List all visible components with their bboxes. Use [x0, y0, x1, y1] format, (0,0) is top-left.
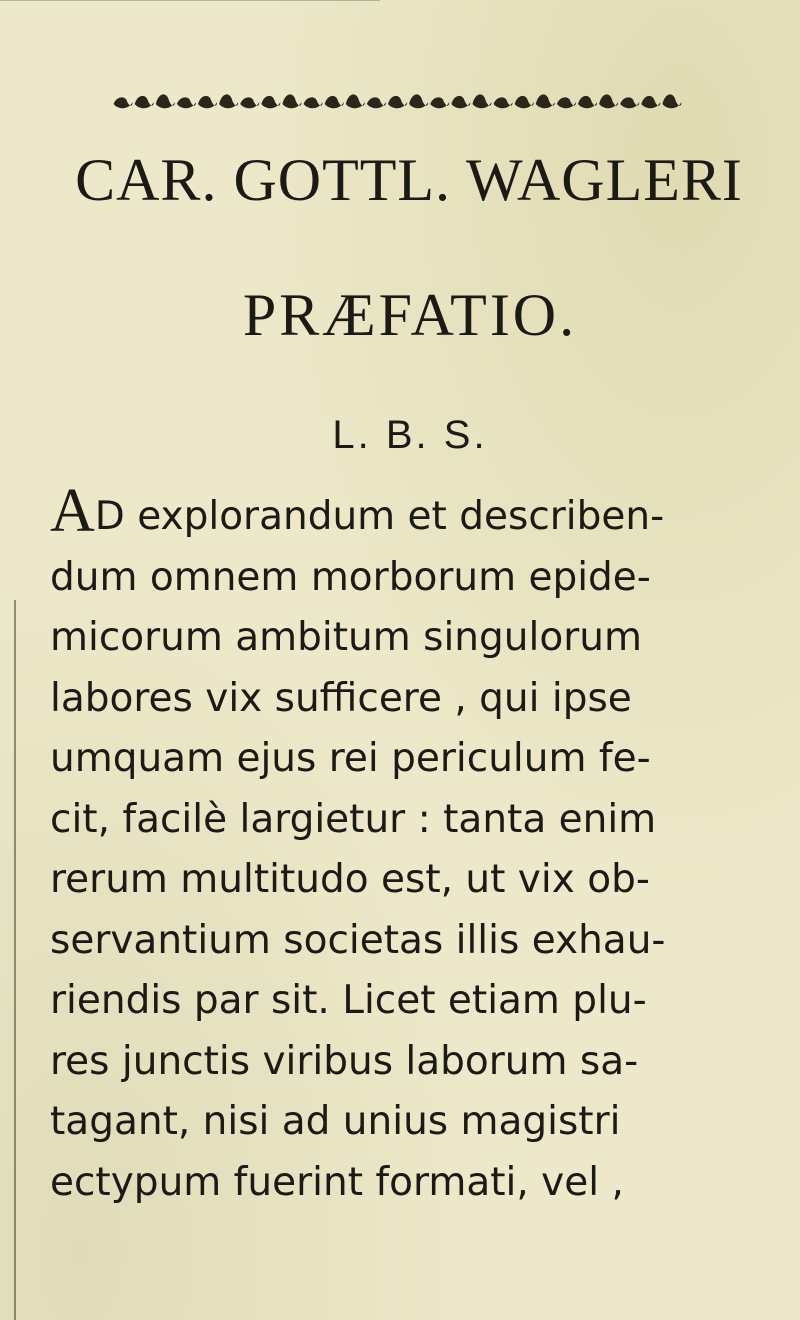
preface-title: PRÆFATIO. — [242, 282, 578, 348]
ornament-leaf — [282, 94, 301, 108]
ornament-leaf — [156, 94, 175, 108]
body-line: cit, facilè largietur : tanta enim — [50, 796, 657, 842]
ornament-leaf — [515, 96, 534, 108]
body-line: servantium societas illis exhau- — [50, 917, 666, 963]
ornament-leaf — [451, 96, 470, 108]
preface-body — [50, 487, 770, 1213]
body-line: micorum ambitum singulorum — [50, 615, 642, 660]
body-line: dum omnem morborum epide- — [50, 554, 651, 600]
ornament-leaf — [662, 94, 681, 108]
ornament-leaf — [114, 97, 133, 108]
drop-initial: A — [50, 487, 95, 545]
ornament-leaf — [599, 94, 618, 108]
ornament-leaf — [261, 96, 280, 108]
author-heading: CAR. GOTTL. WAGLERI — [75, 147, 743, 213]
ornament-leaf — [388, 96, 407, 108]
first-line-text: D explorandum et describen- — [94, 494, 665, 539]
salutation-line: L. B. S. — [332, 413, 488, 457]
body-line: umquam ejus rei periculum fe- — [50, 736, 651, 781]
body-line: res junctis viribus laborum sa- — [50, 1038, 639, 1084]
ornament-leaf — [472, 94, 491, 108]
ornament-leaf — [135, 96, 154, 108]
body-line: riendis par sit. Licet etiam plu- — [50, 978, 647, 1023]
ornament-leaf — [536, 94, 555, 108]
ornament-leaf — [557, 97, 576, 108]
ornament-leaf — [367, 97, 386, 108]
ornament-leaf — [177, 97, 196, 108]
body-line: ectypum fuerint formati, vel , — [50, 1159, 624, 1205]
body-line: tagant, nisi ad unius magistri — [50, 1099, 621, 1144]
body-line: labores vix sufficere , qui ipse — [50, 675, 632, 721]
ornament-leaf — [240, 97, 259, 108]
ornament-leaf — [494, 97, 513, 108]
ornament-leaf — [325, 96, 344, 108]
ornament-leaf — [219, 94, 238, 108]
ornament-leaf — [641, 96, 660, 108]
ornament-leaf — [578, 96, 597, 108]
ornament-leaf — [409, 94, 428, 108]
page-top-edge — [0, 0, 380, 7]
ornament-leaf — [198, 96, 217, 108]
ornament-leaf — [346, 94, 365, 108]
decorative-rule-ornament — [112, 90, 682, 114]
body-line: rerum multitudo est, ut vix ob- — [50, 857, 650, 902]
ornament-leaf — [430, 97, 449, 108]
body-line-1 — [50, 487, 770, 548]
ornament-leaf — [620, 97, 639, 108]
page-binding-edge — [14, 600, 16, 1320]
ornament-leaf — [304, 97, 323, 108]
